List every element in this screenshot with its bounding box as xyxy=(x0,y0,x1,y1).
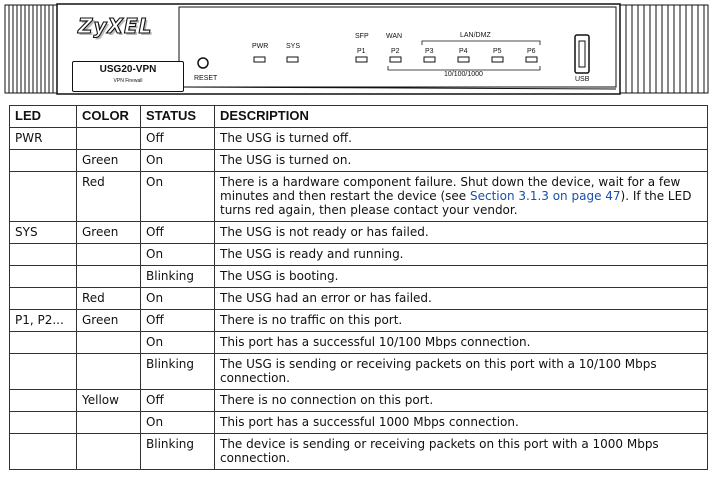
table-row xyxy=(10,288,708,310)
description-cell: The USG is turned off. xyxy=(215,128,708,150)
description-text: There is a hardware component failure. Shut down the device, wait for a few minutes and then restart the device (see xyxy=(220,175,681,203)
led-cell: PWR xyxy=(10,128,77,150)
table-row xyxy=(10,128,708,150)
table-header-row xyxy=(10,106,708,128)
description-cell: This port has a successful 10/100 Mbps connection. xyxy=(215,332,708,354)
table-row xyxy=(10,390,708,412)
table-row xyxy=(10,150,708,172)
color-cell: Green xyxy=(77,222,141,244)
status-cell: On xyxy=(141,412,215,434)
led-status-table xyxy=(9,105,708,470)
p1-led-label: P1 xyxy=(357,48,366,55)
led-cell: SYS xyxy=(10,222,77,244)
color-cell-empty xyxy=(77,434,141,470)
header-status: STATUS xyxy=(141,106,215,128)
color-cell: Yellow xyxy=(77,390,141,412)
table-row xyxy=(10,266,708,288)
led-cell-empty xyxy=(10,150,77,172)
table-row xyxy=(10,434,708,470)
header-color: COLOR xyxy=(77,106,141,128)
description-cell: There is no traffic on this port. xyxy=(215,310,708,332)
status-cell: On xyxy=(141,288,215,310)
p3-led-label: P3 xyxy=(425,48,434,55)
description-cell: There is no connection on this port. xyxy=(215,390,708,412)
description-cell: The USG is sending or receiving packets on this port with a 10/100 Mbps connection. xyxy=(215,354,708,390)
led-cell-empty xyxy=(10,354,77,390)
led-cell-empty xyxy=(10,412,77,434)
color-cell: Green xyxy=(77,150,141,172)
status-cell: Blinking xyxy=(141,266,215,288)
led-cell-empty xyxy=(10,288,77,310)
status-cell: On xyxy=(141,150,215,172)
usb-label: USB xyxy=(575,76,590,83)
description-cell xyxy=(215,172,708,222)
p5-led-label: P5 xyxy=(493,48,502,55)
status-cell: Off xyxy=(141,222,215,244)
status-cell: Off xyxy=(141,310,215,332)
model-subtitle: VPN Firewall xyxy=(113,78,143,84)
status-cell: Blinking xyxy=(141,354,215,390)
description-cell: This port has a successful 1000 Mbps connection. xyxy=(215,412,708,434)
reset-label: RESET xyxy=(194,75,218,82)
table-row xyxy=(10,332,708,354)
wan-label: WAN xyxy=(386,33,403,40)
sfp-label: SFP xyxy=(355,33,369,40)
pwr-led-label: PWR xyxy=(252,43,269,50)
header-led: LED xyxy=(10,106,77,128)
color-cell xyxy=(77,128,141,150)
description-cell: The USG is ready and running. xyxy=(215,244,708,266)
table-row xyxy=(10,172,708,222)
color-cell-empty xyxy=(77,332,141,354)
status-cell: Blinking xyxy=(141,434,215,470)
device-front-panel xyxy=(4,3,710,95)
section-cross-reference-link[interactable]: Section 3.1.3 on page 47 xyxy=(469,189,621,203)
speed-label: 10/100/1000 xyxy=(444,71,483,78)
description-cell: The device is sending or receiving packets on this port with a 1000 Mbps connection. xyxy=(215,434,708,470)
p6-led-label: P6 xyxy=(527,48,536,55)
led-cell-empty xyxy=(10,172,77,222)
color-cell: Red xyxy=(77,288,141,310)
color-cell-empty xyxy=(77,266,141,288)
led-cell-empty xyxy=(10,390,77,412)
description-cell: The USG is turned on. xyxy=(215,150,708,172)
led-cell-empty xyxy=(10,434,77,470)
table-row xyxy=(10,412,708,434)
color-cell: Red xyxy=(77,172,141,222)
led-cell-empty xyxy=(10,332,77,354)
zyxel-logo: ZyXEL xyxy=(78,14,153,38)
p2-led-label: P2 xyxy=(391,48,400,55)
lan-dmz-label: LAN/DMZ xyxy=(460,32,491,39)
color-cell-empty xyxy=(77,244,141,266)
status-cell: On xyxy=(141,172,215,222)
description-cell: The USG is not ready or has failed. xyxy=(215,222,708,244)
status-cell: On xyxy=(141,244,215,266)
p4-led-label: P4 xyxy=(459,48,468,55)
description-text: ). If the LED turns red again, then please contact your vendor. xyxy=(220,189,692,217)
led-cell: P1, P2... xyxy=(10,310,77,332)
table-row xyxy=(10,222,708,244)
color-cell-empty xyxy=(77,412,141,434)
header-description: DESCRIPTION xyxy=(215,106,708,128)
color-cell-empty xyxy=(77,354,141,390)
table-row xyxy=(10,354,708,390)
led-cell-empty xyxy=(10,266,77,288)
color-cell: Green xyxy=(77,310,141,332)
model-label-plate xyxy=(72,61,184,92)
status-cell: Off xyxy=(141,128,215,150)
sys-led-label: SYS xyxy=(286,43,301,50)
description-cell: The USG had an error or has failed. xyxy=(215,288,708,310)
status-cell: On xyxy=(141,332,215,354)
table-row xyxy=(10,244,708,266)
table-row xyxy=(10,310,708,332)
description-cell: The USG is booting. xyxy=(215,266,708,288)
model-name: USG20-VPN xyxy=(99,64,157,75)
status-cell: Off xyxy=(141,390,215,412)
led-cell-empty xyxy=(10,244,77,266)
